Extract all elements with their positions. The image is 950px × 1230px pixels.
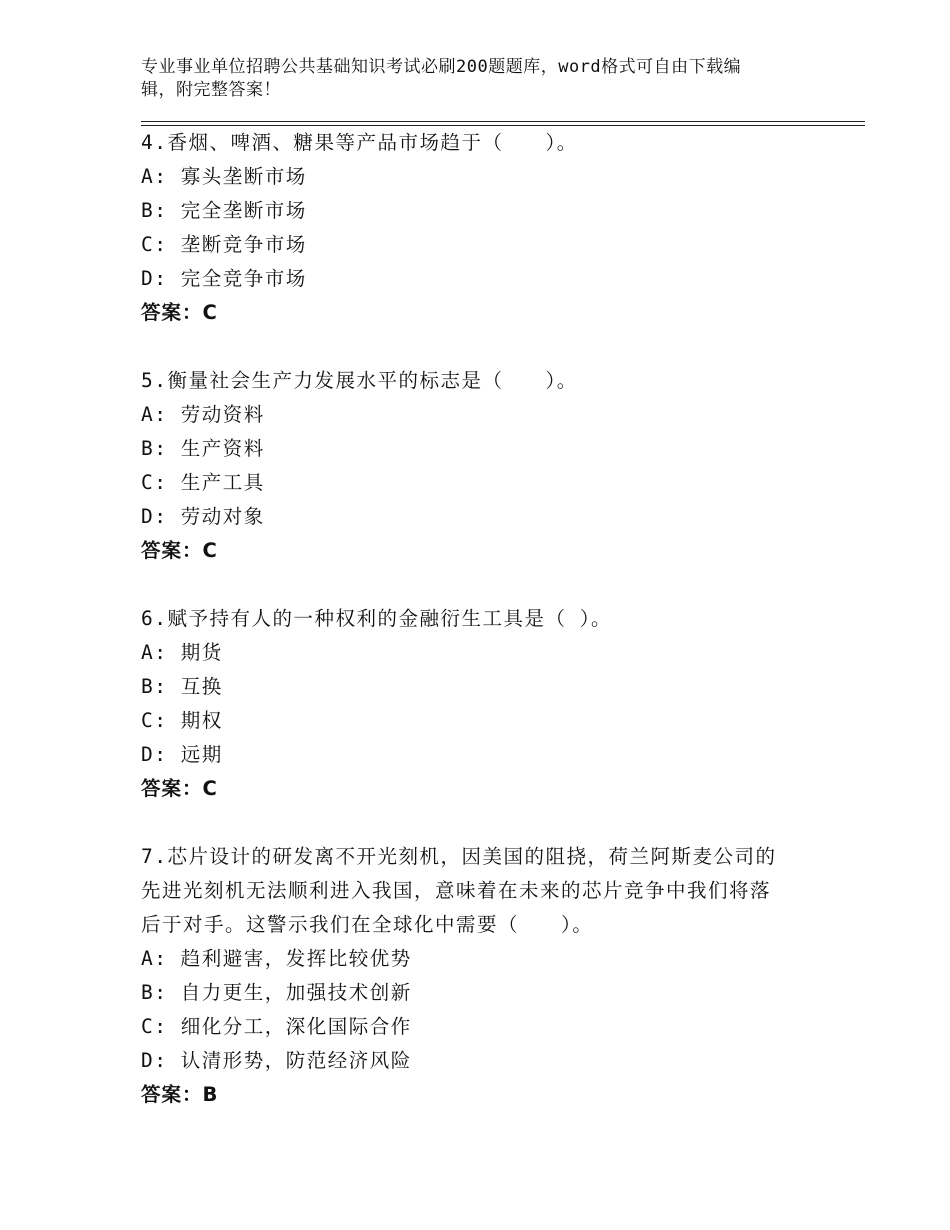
header-line-1: 专业事业单位招聘公共基础知识考试必刷200题题库，word格式可自由下载编 xyxy=(141,57,742,77)
question-stem-line-2: 先进光刻机无法顺利进入我国，意味着在未来的芯片竞争中我们将落 xyxy=(141,879,772,902)
option-a: A: 趋利避害，发挥比较优势 xyxy=(141,947,412,970)
option-c: C: 期权 xyxy=(141,709,223,732)
option-b: B: 互换 xyxy=(141,675,223,698)
option-b: B: 完全垄断市场 xyxy=(141,199,307,222)
option-b: B: 自力更生，加强技术创新 xyxy=(141,981,412,1004)
option-a: A: 寡头垄断市场 xyxy=(141,165,307,188)
answer-label: 答案：C xyxy=(141,301,218,324)
header-line-2: 辑，附完整答案！ xyxy=(141,80,281,100)
document-header xyxy=(141,56,801,102)
answer-label: 答案：B xyxy=(141,1083,219,1106)
question-stem-line-3: 后于对手。这警示我们在全球化中需要（ ）。 xyxy=(141,913,594,936)
option-d: D: 劳动对象 xyxy=(141,505,265,528)
header-divider-top xyxy=(141,121,865,122)
option-c: C: 垄断竞争市场 xyxy=(141,233,307,256)
question-stem-line-1: 7.芯片设计的研发离不开光刻机，因美国的阻挠，荷兰阿斯麦公司的 xyxy=(141,845,777,868)
option-a: A: 劳动资料 xyxy=(141,403,265,426)
option-c: C: 细化分工，深化国际合作 xyxy=(141,1015,412,1038)
question-6 xyxy=(141,602,865,806)
question-4 xyxy=(141,126,865,330)
question-stem: 5.衡量社会生产力发展水平的标志是（ ）。 xyxy=(141,369,578,392)
question-stem: 4.香烟、啤酒、糖果等产品市场趋于（ ）。 xyxy=(141,131,578,154)
option-d: D: 认清形势，防范经济风险 xyxy=(141,1049,412,1072)
question-5 xyxy=(141,364,865,568)
answer-label: 答案：C xyxy=(141,539,218,562)
question-stem: 6.赋予持有人的一种权利的金融衍生工具是（ ）。 xyxy=(141,607,612,630)
option-d: D: 完全竞争市场 xyxy=(141,267,307,290)
option-d: D: 远期 xyxy=(141,743,223,766)
answer-label: 答案：C xyxy=(141,777,218,800)
question-list xyxy=(141,126,865,1112)
option-c: C: 生产工具 xyxy=(141,471,265,494)
option-a: A: 期货 xyxy=(141,641,223,664)
question-7 xyxy=(141,840,865,1112)
option-b: B: 生产资料 xyxy=(141,437,265,460)
